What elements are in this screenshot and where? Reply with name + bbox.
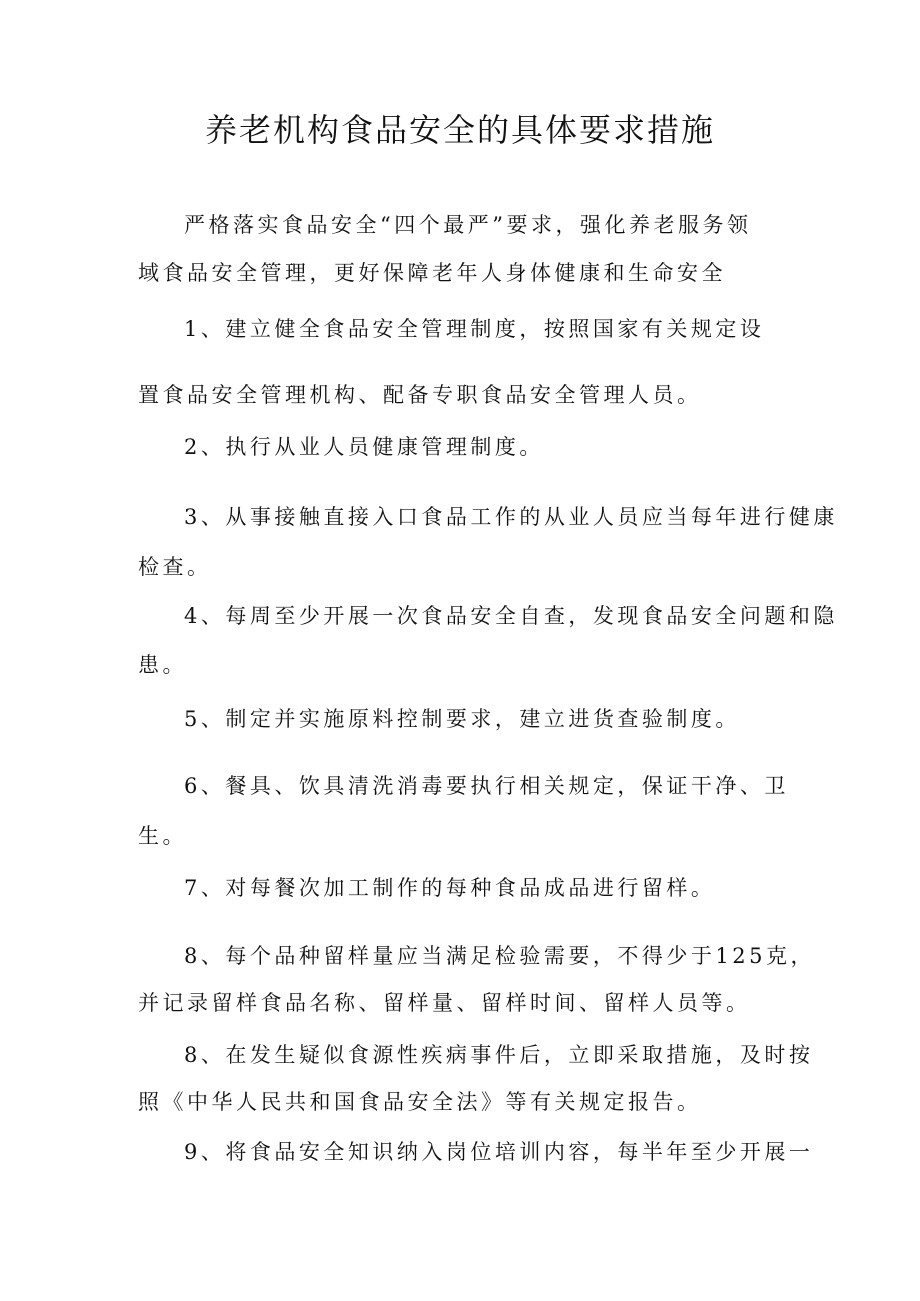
item-9-line-1: 9、将食品安全知识纳入岗位培训内容，每半年至少开展一: [184, 1140, 814, 1164]
item-1-line-1: 1、建立健全食品安全管理制度，按照国家有关规定设: [184, 317, 765, 341]
item-6-line-2: 生。: [138, 824, 187, 848]
item-4-line-1: 4、每周至少开展一次食品安全自查，发现食品安全问题和隐: [184, 604, 838, 628]
item-8b-line-2: 照《中华人民共和国食品安全法》等有关规定报告。: [138, 1090, 702, 1114]
intro-line-1: 严格落实食品安全“四个最严”要求，强化养老服务领: [184, 213, 752, 237]
item-3-line-2: 检查。: [138, 555, 212, 579]
item-1-line-2: 置食品安全管理机构、配备专职食品安全管理人员。: [138, 383, 702, 407]
item-7-line-1: 7、对每餐次加工制作的每种食品成品进行留样。: [184, 876, 716, 900]
item-8a-line-1: 8、每个品种留样量应当满足检验需要，不得少于125克，: [184, 944, 815, 968]
item-3-line-1: 3、从事接触直接入口食品工作的从业人员应当每年进行健康: [184, 505, 838, 529]
item-8a-line-2: 并记录留样食品名称、留样量、留样时间、留样人员等。: [138, 991, 751, 1015]
item-6-line-1: 6、餐具、饮具清洗消毒要执行相关规定，保证干净、卫: [184, 774, 789, 798]
item-4-line-2: 患。: [138, 653, 187, 677]
intro-line-2: 域食品安全管理，更好保障老年人身体健康和生命安全: [138, 261, 726, 285]
item-2-line-1: 2、执行从业人员健康管理制度。: [184, 435, 544, 459]
document-title: 养老机构食品安全的具体要求措施: [204, 111, 715, 149]
item-8b-line-1: 8、在发生疑似食源性疾病事件后，立即采取措施，及时按: [184, 1043, 814, 1067]
item-5-line-1: 5、制定并实施原料控制要求，建立进货查验制度。: [184, 707, 740, 731]
